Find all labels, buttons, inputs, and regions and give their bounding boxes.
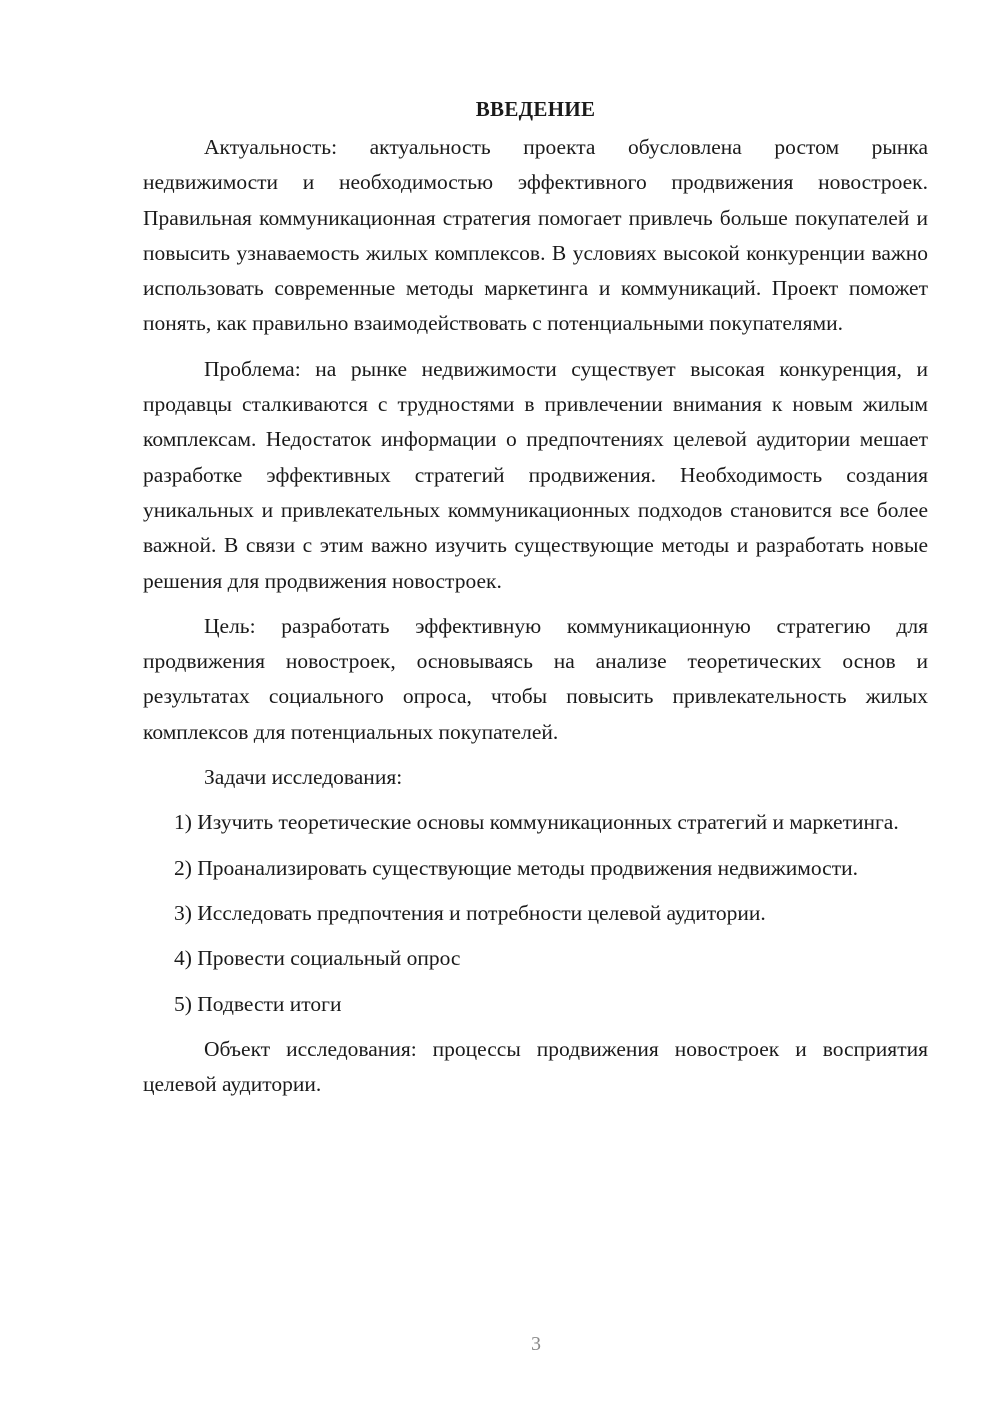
problem-paragraph: Проблема: на рынке недвижимости существует высокая конкуренция, и продавцы сталкиваются с трудностями в привлечении внимания к новым жилым комплексам. Недостаток информации о предпочтениях целевой аудитории мешает разработке эффективных стратегий продвижения. Необходимость создания уникальных и привлекательных коммуникационных подходов становится все более важной. В связи с этим важно изучить существующие методы и разработать новые решения для продвижения новостроек.	[143, 356, 928, 593]
list-item: 4) Провести социальный опрос	[174, 946, 461, 971]
tasks-intro: Задачи исследования:	[204, 765, 403, 790]
tasks-list	[143, 805, 928, 1021]
list-item: 2) Проанализировать существующие методы продвижения недвижимости.	[174, 855, 859, 880]
relevance-paragraph: Актуальность: актуальность проекта обусловлена ростом рынка недвижимости и необходимостью эффективного продвижения новостроек. Правильная коммуникационная стратегия помогает привлечь больше покупателей и повысить узнаваемость жилых комплексов. В условиях высокой конкуренции важно использовать современные методы маркетинга и коммуникаций. Проект поможет понять, как правильно взаимодействовать с потенциальными покупателями.	[143, 135, 928, 336]
list-item: 1) Изучить теоретические основы коммуникационных стратегий и маркетинга.	[174, 810, 899, 835]
section-heading: ВВЕДЕНИЕ	[475, 97, 596, 121]
page-number: 3	[531, 1333, 541, 1355]
object-paragraph: Объект исследования: процессы продвижения новостроек и восприятия целевой аудитории.	[143, 1036, 928, 1097]
page-content	[143, 92, 928, 1112]
list-item: 3) Исследовать предпочтения и потребности целевой аудитории.	[174, 900, 766, 925]
list-item: 5) Подвести итоги	[174, 991, 342, 1016]
goal-paragraph: Цель: разработать эффективную коммуникационную стратегию для продвижения новостроек, основываясь на анализе теоретических основ и результатах социального опроса, чтобы повысить привлекательность жилых комплексов для потенциальных покупателей.	[143, 613, 928, 744]
